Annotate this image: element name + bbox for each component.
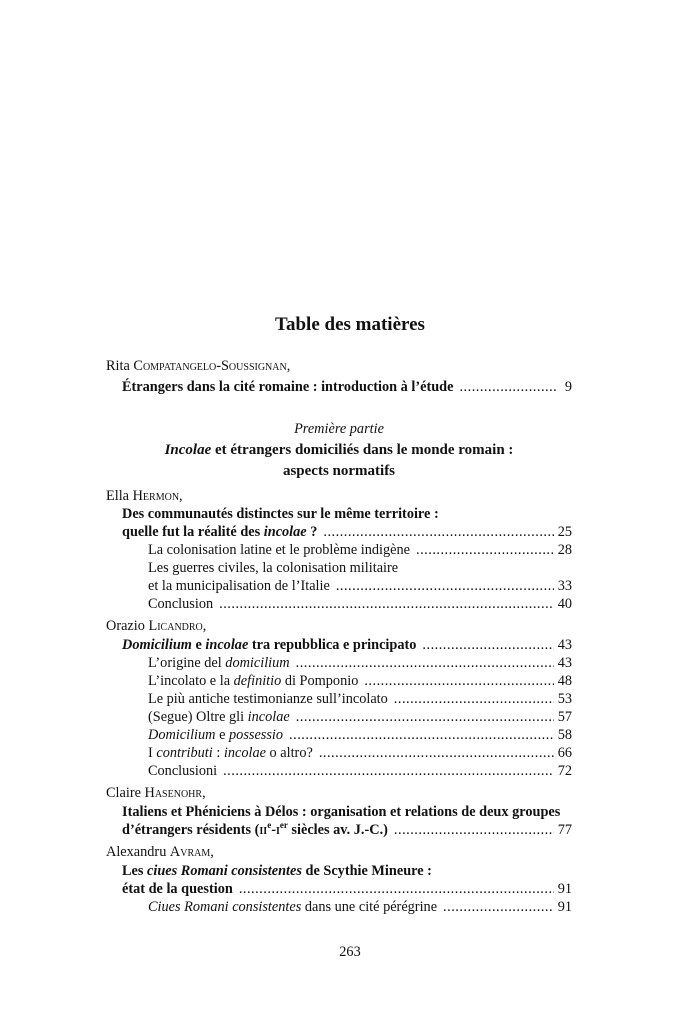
toc-sub-licandro-2[interactable]: L’incolato e la definitio di Pomponio ..... 48 — [148, 671, 572, 691]
part-heading: Incolae et étrangers domiciliés dans le monde romain : — [164, 442, 514, 458]
author-licandro: Orazio Licandro, — [106, 618, 207, 634]
part-heading-line2: aspects normatifs — [282, 463, 396, 479]
toc-sub-hermon-1[interactable]: La colonisation latine et le problème indigène ..... 28 — [148, 540, 572, 560]
toc-entry-hasenohr-line1[interactable]: Italiens et Phéniciens à Délos : organisation et relations de deux groupes — [122, 804, 561, 820]
author-compatangelo: Rita Compatangelo-Soussignan, — [106, 358, 291, 374]
toc-sub-licandro-3[interactable]: Le più antiche testimonianze sull’incolato ..... 53 — [148, 689, 572, 709]
toc-entry-avram[interactable]: état de la question ..... 91 — [122, 879, 572, 899]
toc-entry-hermon-line1[interactable]: Des communautés distinctes sur le même territoire : — [122, 506, 439, 522]
toc-sub-licandro-1[interactable]: L’origine del domicilium ..... 43 — [148, 653, 572, 673]
toc-sub-licandro-5[interactable]: Domicilium e possessio ..... 58 — [148, 725, 572, 745]
toc-sub-licandro-6[interactable]: I contributi : incolae o altro? ..... 66 — [148, 743, 572, 763]
author-hermon: Ella Hermon, — [106, 488, 183, 504]
toc-sub-avram-1[interactable]: Ciues Romani consistentes dans une cité pérégrine ..... 91 — [148, 897, 572, 917]
toc-entry-hermon[interactable]: quelle fut la réalité des incolae ? ..... 25 — [122, 522, 572, 542]
toc-entry-licandro[interactable]: Domicilium e incolae tra repubblica e principato ..... 43 — [122, 635, 572, 655]
toc-sub-hermon-2-line1[interactable]: Les guerres civiles, la colonisation militaire — [148, 560, 399, 576]
author-avram: Alexandru Avram, — [106, 844, 214, 860]
part-label: Première partie — [294, 421, 384, 437]
toc-entry-introduction[interactable]: Étrangers dans la cité romaine : introduction à l’étude ..... 9 — [122, 377, 572, 397]
toc-sub-licandro-7[interactable]: Conclusioni ..... 72 — [148, 761, 572, 781]
author-hasenohr: Claire Hasenohr, — [106, 785, 206, 801]
toc-entry-hasenohr[interactable]: d’étrangers résidents ($ii^e-i^{er}$ siècles av. J.-C.) ..... 77 — [122, 820, 572, 840]
toc-sub-hermon-3[interactable]: Conclusion ..... 40 — [148, 594, 572, 614]
page-number: 263 — [339, 944, 361, 960]
toc-entry-avram-line1[interactable]: Les ciues Romani consistentes de Scythie Mineure : — [122, 863, 432, 879]
toc-sub-hermon-2[interactable]: et la municipalisation de l’Italie ..... 33 — [148, 576, 572, 596]
page-title: Table des matières — [275, 314, 425, 335]
toc-sub-licandro-4[interactable]: (Segue) Oltre gli incolae ..... 57 — [148, 707, 572, 727]
